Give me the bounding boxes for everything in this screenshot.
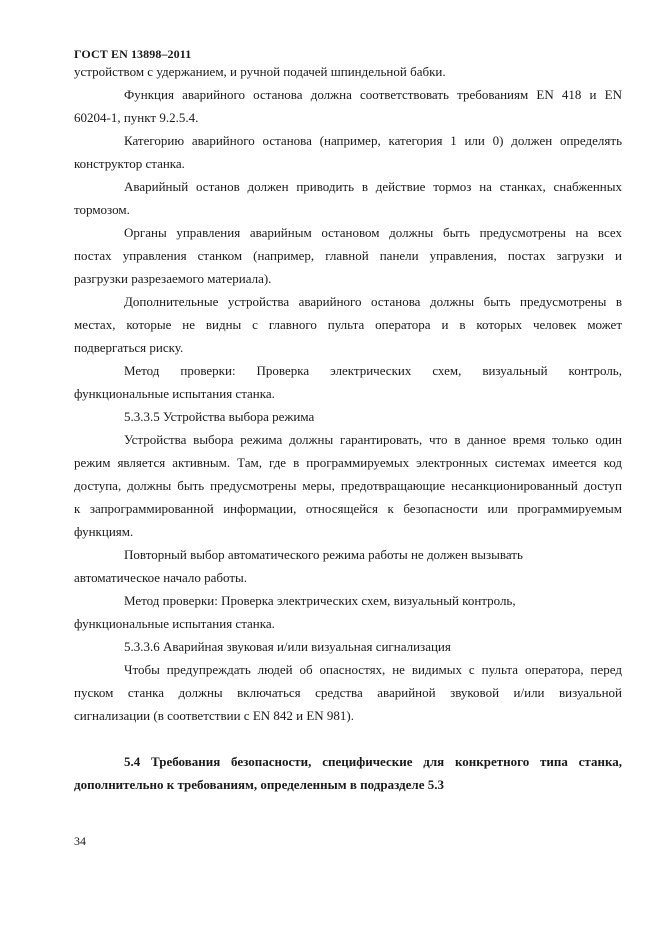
document-body: [74, 60, 622, 796]
subsection-heading-5-3-3-6: 5.3.3.6 Аварийная звуковая и/или визуальная сигнализация: [124, 639, 451, 654]
section-heading-5-4: [74, 750, 622, 796]
text-line: устройством с удержанием, и ручной подачей шпиндельной бабки.: [74, 64, 446, 79]
paragraph-verification-method: [74, 359, 622, 405]
text-line: Метод проверки: Проверка электрических схем, визуальный контроль,: [124, 593, 516, 608]
paragraph-automatic-mode: [74, 543, 622, 589]
text-line: Категорию аварийного останова (например, категория 1 или 0) должен определять: [124, 133, 622, 148]
text-line: Органы управления аварийным остановом должны быть предусмотрены на всех: [124, 225, 622, 240]
text-line: Чтобы предупреждать людей об опасностях, не видимых с пульта оператора, перед: [124, 662, 622, 677]
text-line: автоматическое начало работы.: [74, 570, 248, 585]
text-line: Функция аварийного останова должна соответствовать требованиям EN 418 и EN: [124, 87, 622, 102]
page-number: 34: [74, 834, 86, 848]
document-code-header: ГОСТ EN 13898–2011: [74, 47, 192, 61]
text-line: дополнительно к требованиям, определенным в подразделе 5.3: [74, 777, 444, 792]
paragraph-continuation: [74, 60, 622, 83]
paragraph-emergency-stop-category: [74, 129, 622, 175]
text-line: режим является активным. Там, где в программируемых электронных системах имеется код: [74, 455, 622, 470]
paragraph-mode-selection: [74, 428, 622, 543]
text-line: конструктор станка.: [74, 156, 185, 171]
text-line: подвергаться риску.: [74, 340, 184, 355]
text-line: функциональные испытания станка.: [74, 386, 275, 401]
paragraph-brake: [74, 175, 622, 221]
text-line: Аварийный останов должен приводить в действие тормоз на станках, снабженных: [124, 179, 622, 194]
paragraph-verification-method-2: [74, 589, 622, 635]
text-line: к запрограммированной информации, относящейся к безопасности или программируемым: [74, 501, 622, 516]
text-line: Метод проверки: Проверка электрических схем, визуальный контроль,: [124, 363, 622, 378]
text-line: доступа, должны быть предусмотрены меры, предотвращающие несанкционированный доступ: [74, 478, 622, 493]
paragraph-additional-devices: [74, 290, 622, 359]
text-line: функциям.: [74, 524, 134, 539]
text-line: пуском станка должны включаться средства аварийной звуковой и/или визуальной: [74, 685, 622, 700]
text-line: Дополнительные устройства аварийного останова должны быть предусмотрены в: [124, 294, 622, 309]
text-line: Устройства выбора режима должны гарантировать, что в данное время только один: [124, 432, 622, 447]
paragraph-alarm-signalling: [74, 658, 622, 727]
paragraph-control-posts: [74, 221, 622, 290]
paragraph-emergency-stop-function: [74, 83, 622, 129]
text-line: местах, которые не видны с главного пульта оператора и в которых человек может: [74, 317, 622, 332]
text-line: 5.4 Требования безопасности, специфические для конкретного типа станка,: [124, 754, 622, 769]
text-line: разгрузки разрезаемого материала).: [74, 271, 272, 286]
text-line: Повторный выбор автоматического режима работы не должен вызывать: [124, 547, 523, 562]
subsection-heading-5-3-3-5: 5.3.3.5 Устройства выбора режима: [124, 409, 315, 424]
text-line: 60204-1, пункт 9.2.5.4.: [74, 110, 199, 125]
text-line: сигнализации (в соответствии с EN 842 и EN 981).: [74, 708, 355, 723]
text-line: постах управления станком (например, главной панели управления, постах загрузки и: [74, 248, 622, 263]
text-line: тормозом.: [74, 202, 130, 217]
text-line: функциональные испытания станка.: [74, 616, 275, 631]
